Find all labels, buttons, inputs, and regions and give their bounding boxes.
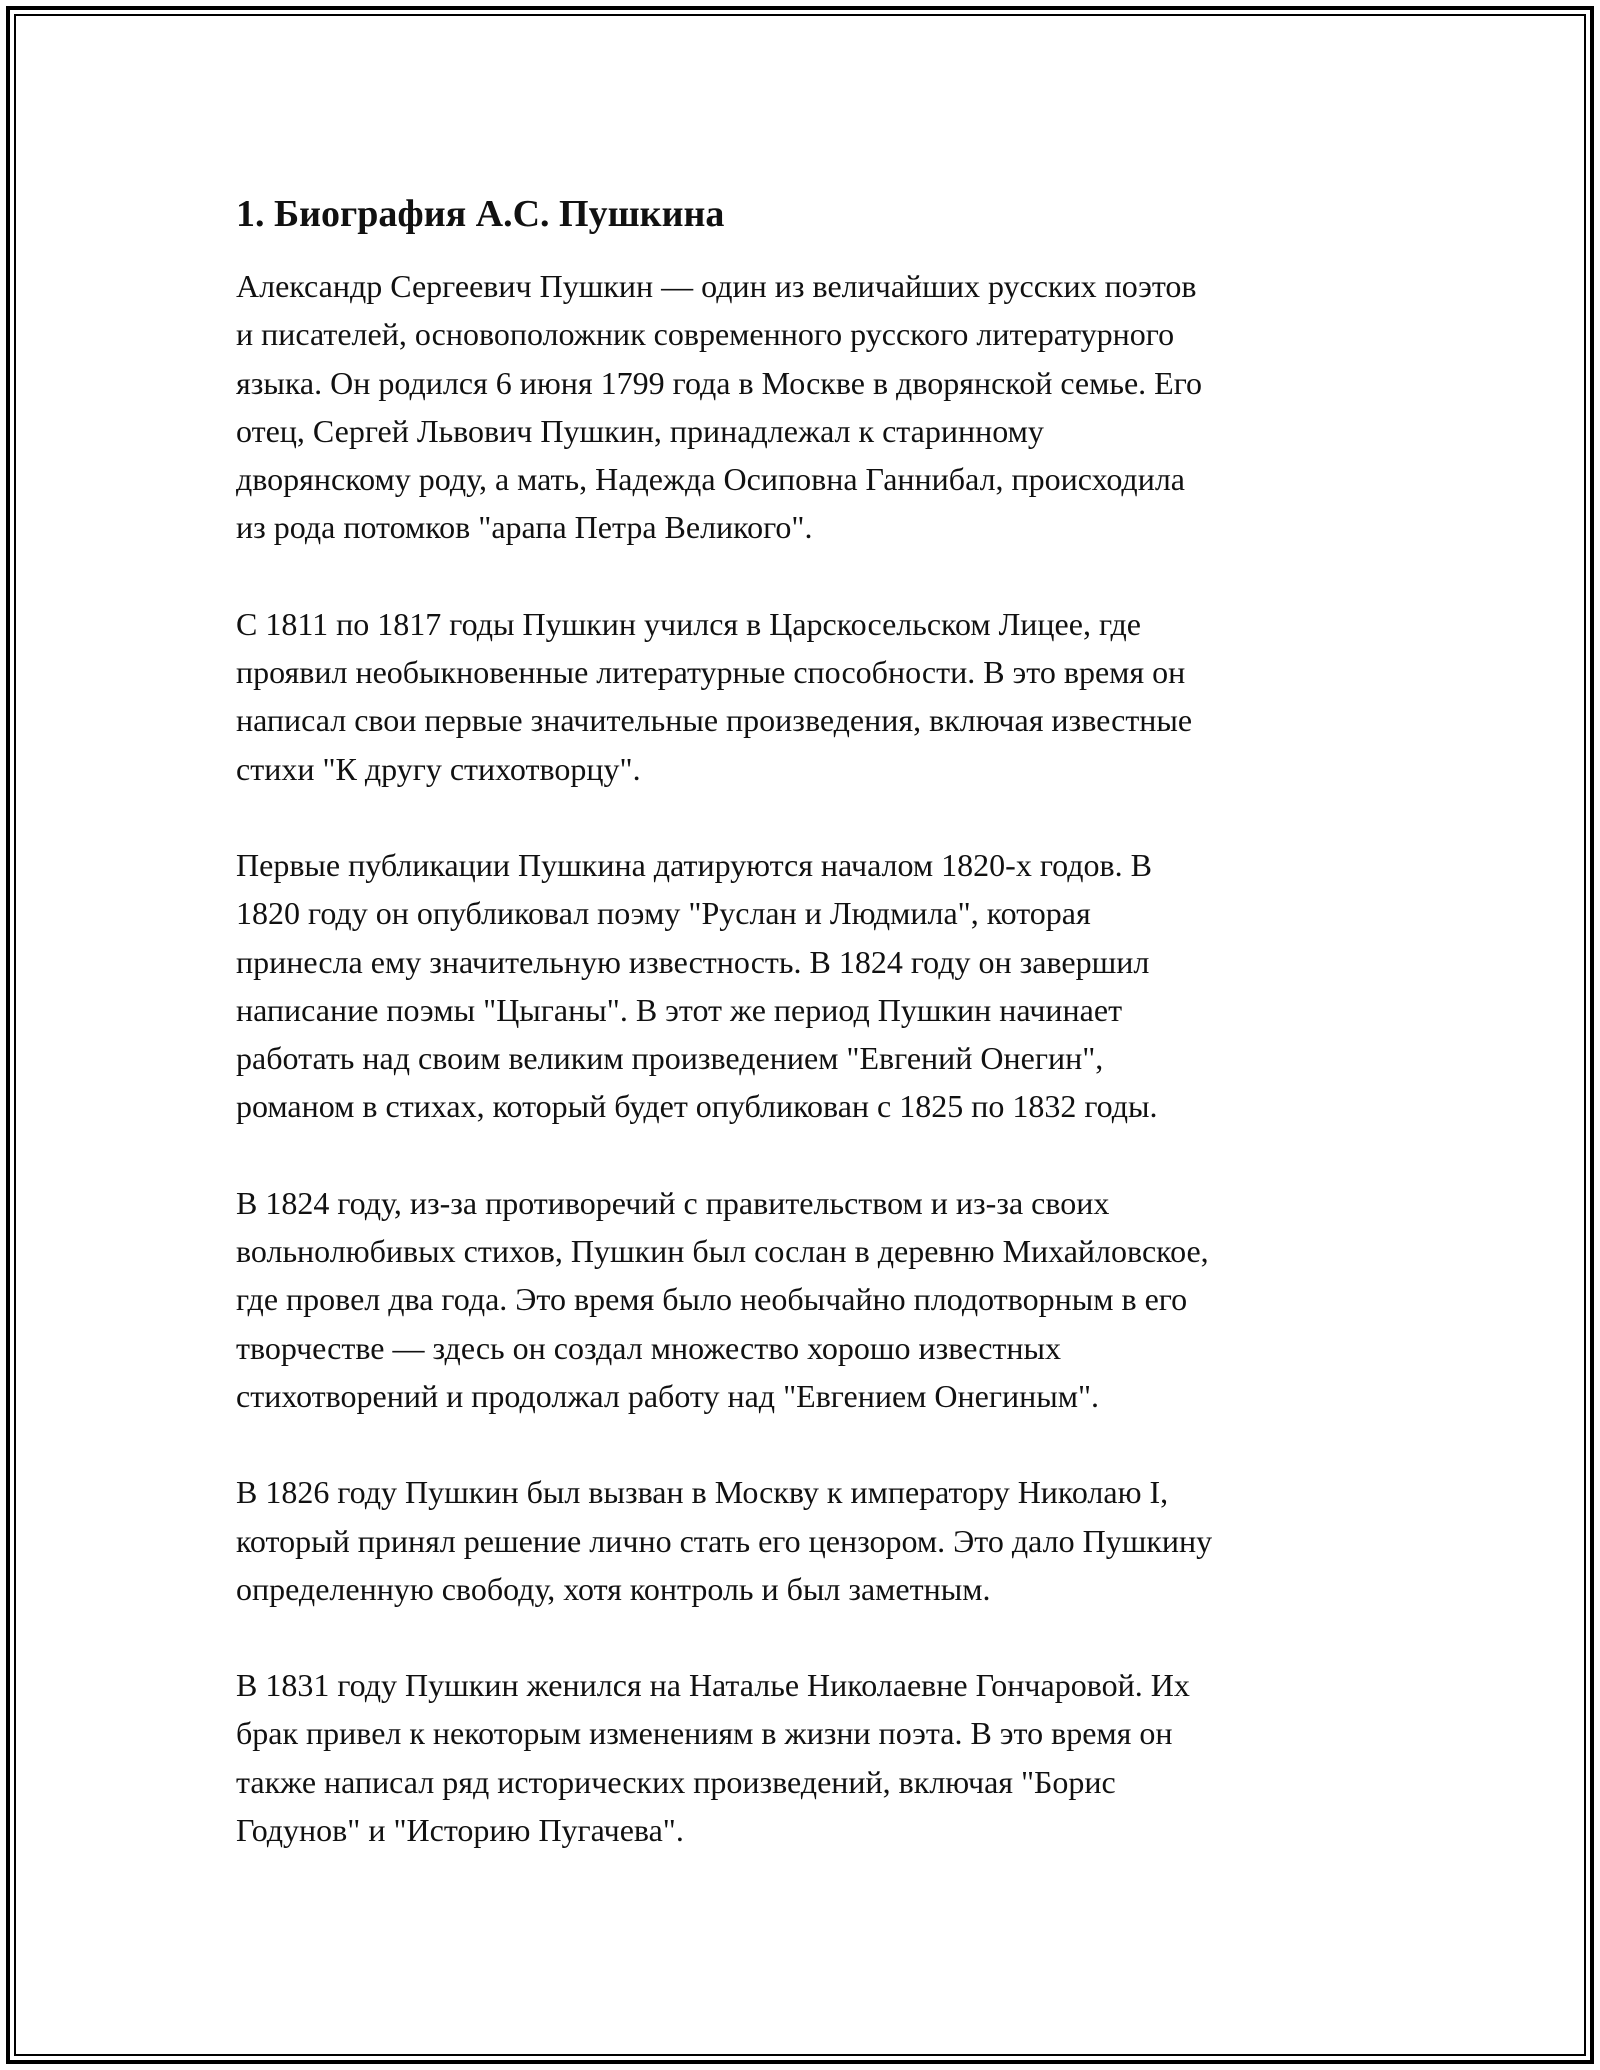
text-line: брак привел к некоторым изменениям в жизни поэта. В это время он bbox=[236, 1715, 1173, 1752]
text-line: написал свои первые значительные произведения, включая известные bbox=[236, 702, 1193, 739]
text-line: Александр Сергеевич Пушкин — один из величайших русских поэтов bbox=[236, 268, 1197, 304]
page-title: 1. Биография А.С. Пушкина bbox=[236, 193, 725, 235]
paragraph-5 bbox=[236, 1468, 1376, 1613]
text-line: который принял решение лично стать его цензором. Это дало Пушкину bbox=[236, 1522, 1213, 1559]
text-line: дворянскому роду, а мать, Надежда Осиповна Ганнибал, происходила bbox=[236, 461, 1185, 498]
text-line: В 1824 году, из-за противоречий с правительством и из-за своих bbox=[236, 1184, 1110, 1221]
text-line: стихотворений и продолжал работу над "Евгением Онегиным". bbox=[236, 1377, 1100, 1414]
text-line: стихи "К другу стихотворцу". bbox=[236, 750, 641, 787]
text-line: отец, Сергей Львович Пушкин, принадлежал к старинному bbox=[236, 412, 1044, 449]
text-line: работать над своим великим произведением "Евгений Онегин", bbox=[236, 1040, 1104, 1077]
text-line: принесла ему значительную известность. В 1824 году он завершил bbox=[236, 943, 1150, 980]
text-line: проявил необыкновенные литературные способности. В это время он bbox=[236, 654, 1186, 691]
paragraph-6 bbox=[236, 1661, 1376, 1854]
text-line: романом в стихах, который будет опубликован с 1825 по 1832 годы. bbox=[236, 1088, 1158, 1125]
text-line: написание поэмы "Цыганы". В этот же период Пушкин начинает bbox=[236, 991, 1123, 1028]
text-line: из рода потомков "арапа Петра Великого". bbox=[236, 509, 813, 546]
text-line: где провел два года. Это время было необычайно плодотворным в его bbox=[236, 1281, 1188, 1318]
paragraph-3 bbox=[236, 841, 1376, 1131]
text-line: 1820 году он опубликовал поэму "Руслан и Людмила", которая bbox=[236, 895, 1091, 932]
text-line: также написал ряд исторических произведений, включая "Борис bbox=[236, 1763, 1116, 1800]
text-line: и писателей, основоположник современного русского литературного bbox=[236, 316, 1175, 353]
text-line: творчестве — здесь он создал множество хорошо известных bbox=[236, 1329, 1062, 1366]
paragraph-2 bbox=[236, 600, 1376, 793]
document-body bbox=[236, 186, 1376, 1902]
text-line: вольнолюбивых стихов, Пушкин был сослан в деревню Михайловское, bbox=[236, 1233, 1209, 1270]
text-line: Первые публикации Пушкина датируются началом 1820-х годов. В bbox=[236, 846, 1152, 883]
text-line: Годунов" и "Историю Пугачева". bbox=[236, 1812, 684, 1849]
paragraph-list bbox=[236, 262, 1376, 1854]
text-line: В 1831 году Пушкин женился на Наталье Николаевне Гончаровой. Их bbox=[236, 1667, 1190, 1704]
text-line: определенную свободу, хотя контроль и был заметным. bbox=[236, 1570, 991, 1607]
text-line: В 1826 году Пушкин был вызван в Москву к императору Николаю I, bbox=[236, 1474, 1169, 1511]
paragraph-1 bbox=[236, 262, 1376, 552]
paragraph-4 bbox=[236, 1179, 1376, 1420]
text-line: С 1811 по 1817 годы Пушкин учился в Царскосельском Лицее, где bbox=[236, 605, 1141, 642]
text-line: языка. Он родился 6 июня 1799 года в Москве в дворянской семье. Его bbox=[236, 364, 1203, 401]
